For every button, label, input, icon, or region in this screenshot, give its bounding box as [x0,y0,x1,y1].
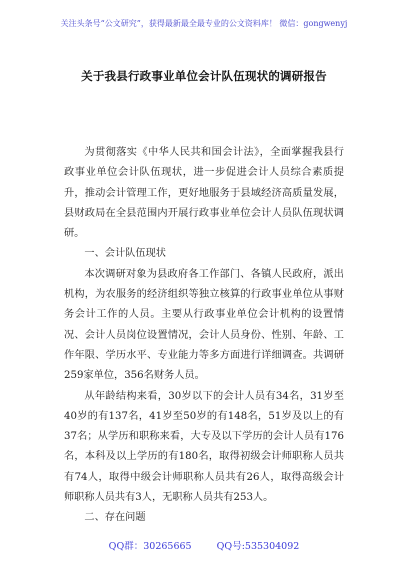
document-title: 关于我县行政事业单位会计队伍现状的调研报告 [81,69,327,83]
survey-scope-paragraph: 本次调研对象为县政府各工作部门、各镇人民政府，派出机构，为农服务的经济组织等独立核算的行政事业单位从事财务会计工作的人员。主要从行政事业单位会计机构的设置情况、会计人员岗位设置情况，会计人员身份、性别、年龄、工作年限、学历水平、专业能力等多方面进行详细调查。共调研259家单位，356名财务人员。 [64,268,344,382]
document-body [64,143,344,529]
qq-group-text: QQ群：30265665 [108,541,192,552]
section-heading-1: 一、会计队伍现状 [84,248,166,260]
statistics-paragraph: 从年龄结构来看，30岁以下的会计人员有34名，31岁至40岁的有137名，41岁至50岁的有148名，51岁及以上的有37名；从学历和职称来看，大专及以下学历的会计人员有176名，本科及以上学历的有180名，取得初级会计师职称人员共有74人，取得中级会计师职称人员共有26人，取得高级会计师职称人员共有3人，无职称人员共有253人。 [64,390,344,504]
section-heading-2: 二、存在问题 [84,512,146,524]
qq-number-text: QQ号:535304092 [216,541,300,552]
intro-paragraph: 为贯彻落实《中华人民共和国会计法》，全面掌握我县行政事业单位会计队伍现状，进一步促进会计人员综合素质提升，推动会计管理工作，更好地服务于县域经济高质量发展，县财政局在全县范围内开展行政事业单位会计人员队伍现状调研。 [64,147,344,240]
footer-banner [0,538,408,552]
header-banner: 关注头条号“公文研究”，获得最新最全最专业的公文资料库！ 微信：gongwenyj [60,19,348,28]
